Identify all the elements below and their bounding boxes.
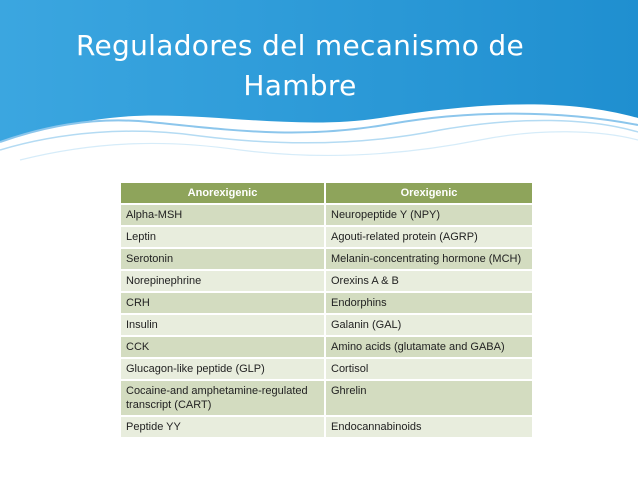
orexigenic-cell: Amino acids (glutamate and GABA) [325,336,533,358]
anorexigenic-cell: CRH [121,292,325,314]
table-header-row [121,183,533,204]
anorexigenic-cell: Norepinephrine [121,270,325,292]
orexigenic-cell: Cortisol [325,358,533,380]
table-row [121,204,533,226]
regulators-table-container [121,183,533,476]
orexigenic-cell: Ghrelin [325,380,533,416]
anorexigenic-cell: Alpha-MSH [121,204,325,226]
orexigenic-cell: Agouti-related protein (AGRP) [325,226,533,248]
table-row [121,336,533,358]
title-banner [0,0,638,175]
title-line-2: Hambre [243,69,357,102]
orexigenic-cell: Endocannabinoids [325,416,533,437]
column-header-orexigenic: Orexigenic [325,183,533,204]
anorexigenic-cell: Serotonin [121,248,325,270]
table-row [121,270,533,292]
table-row [121,292,533,314]
anorexigenic-cell: CCK [121,336,325,358]
anorexigenic-cell: Peptide YY [121,416,325,437]
anorexigenic-cell: Leptin [121,226,325,248]
table-row [121,226,533,248]
anorexigenic-cell: Cocaine-and amphetamine-regulated transcript (CART) [121,380,325,416]
orexigenic-cell: Melanin-concentrating hormone (MCH) [325,248,533,270]
table-row [121,358,533,380]
orexigenic-cell: Endorphins [325,292,533,314]
table-row [121,314,533,336]
slide-title [60,26,540,106]
orexigenic-cell: Orexins A & B [325,270,533,292]
table-row [121,380,533,416]
column-header-anorexigenic: Anorexigenic [121,183,325,204]
table-row [121,248,533,270]
anorexigenic-cell: Insulin [121,314,325,336]
title-line-1: Reguladores del mecanismo de [76,29,524,62]
orexigenic-cell: Neuropeptide Y (NPY) [325,204,533,226]
anorexigenic-cell: Glucagon-like peptide (GLP) [121,358,325,380]
orexigenic-cell: Galanin (GAL) [325,314,533,336]
table-row [121,416,533,437]
regulators-table [121,183,534,437]
